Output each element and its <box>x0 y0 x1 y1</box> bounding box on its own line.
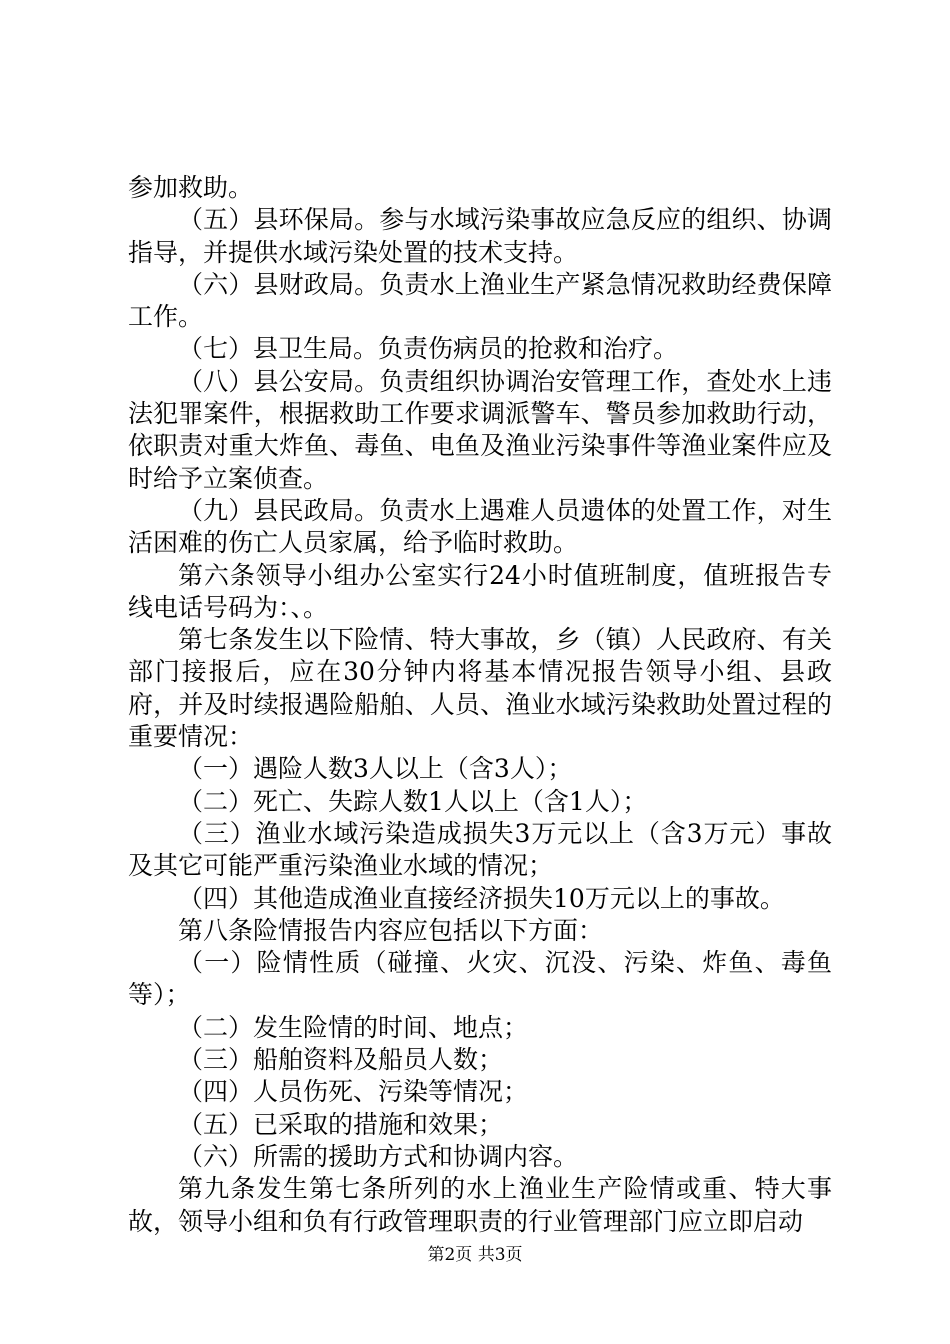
paragraph-10: （二）死亡、失踪人数1人以上（含1人）； <box>178 786 648 816</box>
paragraph-12: （四）其他造成渔业直接经济损失10万元以上的事故。 <box>178 883 785 913</box>
paragraph-18: （五）已采取的措施和效果； <box>178 1109 504 1139</box>
paragraph-4: （七）县卫生局。负责伤病员的抢救和治疗。 <box>178 334 679 364</box>
paragraph-1: 参加救助。 <box>128 173 254 202</box>
document-body <box>128 172 832 1238</box>
paragraph-19: （六）所需的援助方式和协调内容。 <box>178 1141 579 1171</box>
paragraph-5: （八）县公安局。负责组织协调治安管理工作，查处水上违法犯罪案件，根据救助工作要求调派警车、警员参加救助行动，依职责对重大炸鱼、毒鱼、电鱼及渔业污染事件等渔业案件应及时给予立案侦查。 <box>128 366 832 493</box>
paragraph-13: 第八条险情报告内容应包括以下方面： <box>178 915 604 945</box>
paragraph-7: 第六条领导小组办公室实行24小时值班制度，值班报告专线电话号码为：、。 <box>128 560 832 622</box>
page-footer: 第2页 共3页 <box>427 1245 523 1265</box>
paragraph-2: （五）县环保局。参与水域污染事故应急反应的组织、协调指导，并提供水域污染处置的技术支持。 <box>128 205 832 267</box>
paragraph-11: （三）渔业水域污染造成损失3万元以上（含3万元）事故及其它可能严重污染渔业水域的情况； <box>128 818 832 881</box>
paragraph-8: 第七条发生以下险情、特大事故，乡（镇）人民政府、有关部门接报后，应在30分钟内将基本情况报告领导小组、县政府，并及时续报遇险船舶、人员、渔业水域污染救助处置过程的重要情况： <box>128 625 832 752</box>
paragraph-3: （六）县财政局。负责水上渔业生产紧急情况救助经费保障工作。 <box>128 269 832 332</box>
paragraph-20: 第九条发生第七条所列的水上渔业生产险情或重、特大事故，领导小组和负有行政管理职责的行业管理部门应立即启动 <box>128 1174 832 1236</box>
paragraph-6: （九）县民政局。负责水上遇难人员遗体的处置工作，对生活困难的伤亡人员家属，给予临时救助。 <box>128 495 832 558</box>
paragraph-15: （二）发生险情的时间、地点； <box>178 1012 529 1042</box>
paragraph-14: （一）险情性质（碰撞、火灾、沉没、污染、炸鱼、毒鱼等）； <box>128 948 832 1010</box>
paragraph-16: （三）船舶资料及船员人数； <box>178 1045 504 1075</box>
paragraph-17: （四）人员伤死、污染等情况； <box>178 1077 529 1107</box>
paragraph-9: （一）遇险人数3人以上（含3人）； <box>178 754 573 784</box>
